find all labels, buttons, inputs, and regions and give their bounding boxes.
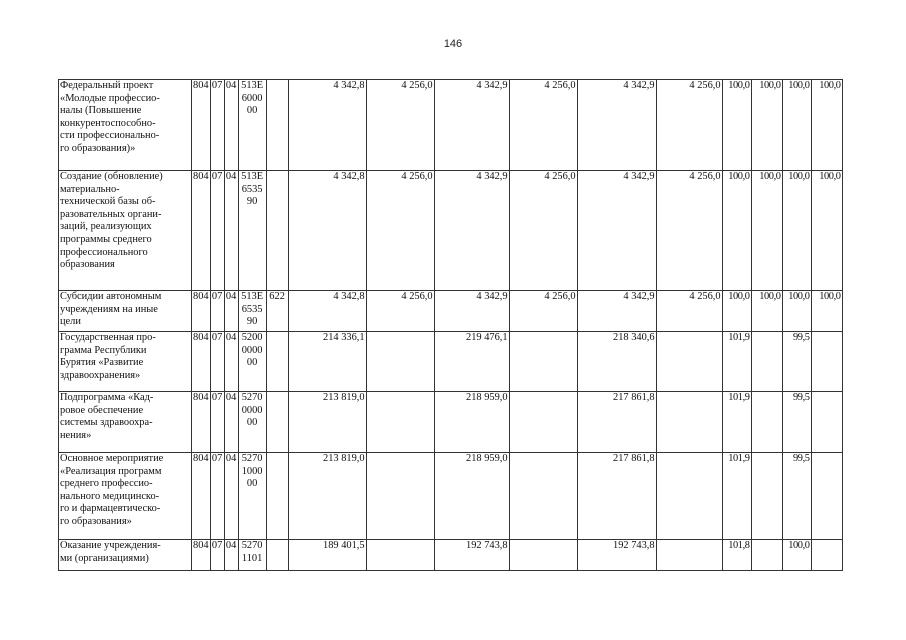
subsection-code: 04 [224, 392, 238, 453]
subsection-code: 04 [224, 453, 238, 540]
item-name-line: Создание (обновление) [60, 171, 163, 182]
amount-v6: 4 256,0 [656, 291, 722, 332]
percent-p2: 100,0 [751, 171, 782, 291]
expense-type-code [266, 453, 288, 540]
target-article-line: 1000 [241, 465, 263, 477]
percent-p2 [751, 392, 782, 453]
item-name-cell [59, 171, 192, 291]
table-row [59, 392, 843, 453]
budget-table [58, 79, 843, 571]
percent-p2: 100,0 [751, 80, 782, 171]
amount-v3: 192 743,8 [434, 540, 509, 571]
amount-v3: 218 959,0 [434, 392, 509, 453]
item-name-line: профессионального [60, 246, 148, 258]
subsection-code: 04 [224, 291, 238, 332]
amount-v4: 4 256,0 [509, 291, 577, 332]
section-code: 07 [210, 291, 224, 332]
target-article-line: 00 [246, 105, 258, 117]
target-article-cell [238, 80, 266, 171]
expense-type-code [266, 332, 288, 392]
percent-p4 [811, 332, 842, 392]
percent-p4: 100,0 [811, 291, 842, 332]
percent-p3: 100,0 [782, 80, 811, 171]
amount-v1: 4 342,8 [288, 171, 366, 291]
item-name-cell [59, 291, 192, 332]
percent-p2 [751, 453, 782, 540]
target-article-cell [238, 540, 266, 571]
amount-v6: 4 256,0 [656, 80, 722, 171]
percent-p3: 99,5 [782, 392, 811, 453]
amount-v2 [366, 332, 434, 392]
item-name-line: «Реализация программ [60, 465, 162, 477]
table-row [59, 291, 843, 332]
item-name-cell [59, 332, 192, 392]
percent-p1: 101,9 [722, 332, 751, 392]
target-article-line: 5270 [241, 392, 263, 403]
target-article-line: 0000 [241, 344, 263, 356]
percent-p2 [751, 540, 782, 571]
item-name-line: технической базы об- [60, 196, 156, 208]
item-name-line: среднего профессио- [60, 478, 153, 490]
section-code: 07 [210, 171, 224, 291]
item-name-line: Основное мероприятие [60, 453, 164, 464]
amount-v4 [509, 540, 577, 571]
target-article-line: 6535 [241, 303, 263, 315]
subsection-code: 04 [224, 540, 238, 571]
amount-v5: 192 743,8 [577, 540, 656, 571]
ministry-code: 804 [192, 80, 211, 171]
percent-p1: 100,0 [722, 80, 751, 171]
percent-p2: 100,0 [751, 291, 782, 332]
expense-type-code [266, 80, 288, 171]
target-article-line: 90 [246, 316, 258, 328]
amount-v3: 4 342,9 [434, 80, 509, 171]
item-name-cell [59, 392, 192, 453]
amount-v4 [509, 392, 577, 453]
table-row [59, 80, 843, 171]
section-code: 07 [210, 453, 224, 540]
item-name-line: Субсидии автономным [60, 291, 162, 302]
item-name-line: го образования» [60, 515, 132, 527]
expense-type-code [266, 540, 288, 571]
amount-v3: 218 959,0 [434, 453, 509, 540]
item-name-line: ровое обеспечение [60, 404, 144, 416]
percent-p4: 100,0 [811, 171, 842, 291]
target-article-line: 513E [241, 171, 264, 182]
amount-v4 [509, 332, 577, 392]
subsection-code: 04 [224, 171, 238, 291]
item-name-line: сти профессионально- [60, 130, 160, 142]
target-article-line: 1101 [241, 552, 263, 564]
target-article-cell [238, 392, 266, 453]
target-article-cell [238, 291, 266, 332]
item-name-line: нения» [60, 429, 92, 441]
item-name-line: учреждениям на иные [60, 303, 158, 315]
percent-p3: 100,0 [782, 171, 811, 291]
amount-v3: 219 476,1 [434, 332, 509, 392]
target-article-line: 5270 [241, 453, 263, 464]
target-article-cell [238, 332, 266, 392]
target-article-line: 5200 [241, 332, 263, 343]
subsection-code: 04 [224, 80, 238, 171]
amount-v6 [656, 332, 722, 392]
table-row [59, 540, 843, 571]
amount-v4: 4 256,0 [509, 171, 577, 291]
amount-v6 [656, 392, 722, 453]
amount-v1: 213 819,0 [288, 392, 366, 453]
amount-v5: 4 342,9 [577, 171, 656, 291]
item-name-line: разовательных органи- [60, 208, 162, 220]
item-name-line: налы (Повышение [60, 105, 142, 117]
percent-p4 [811, 453, 842, 540]
item-name-line: Оказание учреждения- [60, 540, 161, 551]
item-name-line: Государственная про- [60, 332, 156, 343]
item-name-cell [59, 453, 192, 540]
expense-type-code [266, 392, 288, 453]
amount-v1: 214 336,1 [288, 332, 366, 392]
ministry-code: 804 [192, 332, 211, 392]
subsection-code: 04 [224, 332, 238, 392]
item-name-line: го и фармацевтическо- [60, 503, 161, 515]
target-article-cell [238, 171, 266, 291]
amount-v6 [656, 540, 722, 571]
amount-v2: 4 256,0 [366, 80, 434, 171]
item-name-line: здравоохранения» [60, 369, 141, 381]
percent-p1: 101,9 [722, 392, 751, 453]
ministry-code: 804 [192, 392, 211, 453]
table-row [59, 332, 843, 392]
target-article-line: 00 [246, 478, 258, 490]
percent-p1: 101,8 [722, 540, 751, 571]
target-article-line: 5270 [241, 540, 263, 551]
amount-v1: 213 819,0 [288, 453, 366, 540]
section-code: 07 [210, 80, 224, 171]
target-article-line: 90 [246, 196, 258, 208]
item-name-line: цели [60, 316, 81, 328]
item-name-line: материально- [60, 183, 120, 195]
amount-v4 [509, 453, 577, 540]
percent-p4 [811, 540, 842, 571]
amount-v3: 4 342,9 [434, 291, 509, 332]
amount-v2 [366, 453, 434, 540]
percent-p2 [751, 332, 782, 392]
amount-v5: 218 340,6 [577, 332, 656, 392]
item-name-line: конкурентоспособно- [60, 117, 156, 129]
amount-v2 [366, 540, 434, 571]
amount-v2: 4 256,0 [366, 291, 434, 332]
item-name-line: Подпрограмма «Кад- [60, 392, 154, 403]
amount-v5: 217 861,8 [577, 392, 656, 453]
target-article-line: 513E [241, 291, 264, 302]
table-row [59, 453, 843, 540]
amount-v6: 4 256,0 [656, 171, 722, 291]
item-name-line: образования [60, 259, 115, 271]
item-name-cell [59, 80, 192, 171]
amount-v5: 217 861,8 [577, 453, 656, 540]
target-article-line: 513E [241, 80, 264, 91]
percent-p4 [811, 392, 842, 453]
ministry-code: 804 [192, 540, 211, 571]
expense-type-code [266, 171, 288, 291]
item-name-line: программы среднего [60, 233, 152, 245]
target-article-cell [238, 453, 266, 540]
ministry-code: 804 [192, 171, 211, 291]
target-article-line: 00 [246, 417, 258, 429]
section-code: 07 [210, 392, 224, 453]
page-number: 146 [443, 38, 463, 50]
expense-type-code: 622 [266, 291, 288, 332]
amount-v6 [656, 453, 722, 540]
item-name-line: Бурятия «Развитие [60, 357, 144, 369]
amount-v2 [366, 392, 434, 453]
amount-v3: 4 342,9 [434, 171, 509, 291]
item-name-line: «Молодые профессио- [60, 92, 160, 104]
percent-p3: 99,5 [782, 332, 811, 392]
section-code: 07 [210, 540, 224, 571]
amount-v1: 189 401,5 [288, 540, 366, 571]
amount-v5: 4 342,9 [577, 291, 656, 332]
ministry-code: 804 [192, 291, 211, 332]
target-article-line: 6535 [241, 183, 263, 195]
percent-p1: 100,0 [722, 171, 751, 291]
amount-v1: 4 342,8 [288, 291, 366, 332]
item-name-line: системы здравоохра- [60, 417, 153, 429]
table-body [59, 80, 843, 571]
item-name-line: нального медицинско- [60, 490, 160, 502]
item-name-line: Федеральный проект [60, 80, 154, 91]
target-article-line: 00 [246, 357, 258, 369]
percent-p4: 100,0 [811, 80, 842, 171]
table-row [59, 171, 843, 291]
amount-v5: 4 342,9 [577, 80, 656, 171]
amount-v2: 4 256,0 [366, 171, 434, 291]
target-article-line: 0000 [241, 404, 263, 416]
percent-p3: 99,5 [782, 453, 811, 540]
section-code: 07 [210, 332, 224, 392]
percent-p1: 100,0 [722, 291, 751, 332]
ministry-code: 804 [192, 453, 211, 540]
item-name-line: грамма Республики [60, 344, 147, 356]
target-article-line: 6000 [241, 92, 263, 104]
item-name-line: го образования)» [60, 142, 136, 154]
item-name-cell [59, 540, 192, 571]
percent-p3: 100,0 [782, 540, 811, 571]
percent-p3: 100,0 [782, 291, 811, 332]
item-name-line: ми (организациями) [60, 552, 149, 564]
amount-v4: 4 256,0 [509, 80, 577, 171]
item-name-line: заций, реализующих [60, 221, 152, 233]
amount-v1: 4 342,8 [288, 80, 366, 171]
percent-p1: 101,9 [722, 453, 751, 540]
